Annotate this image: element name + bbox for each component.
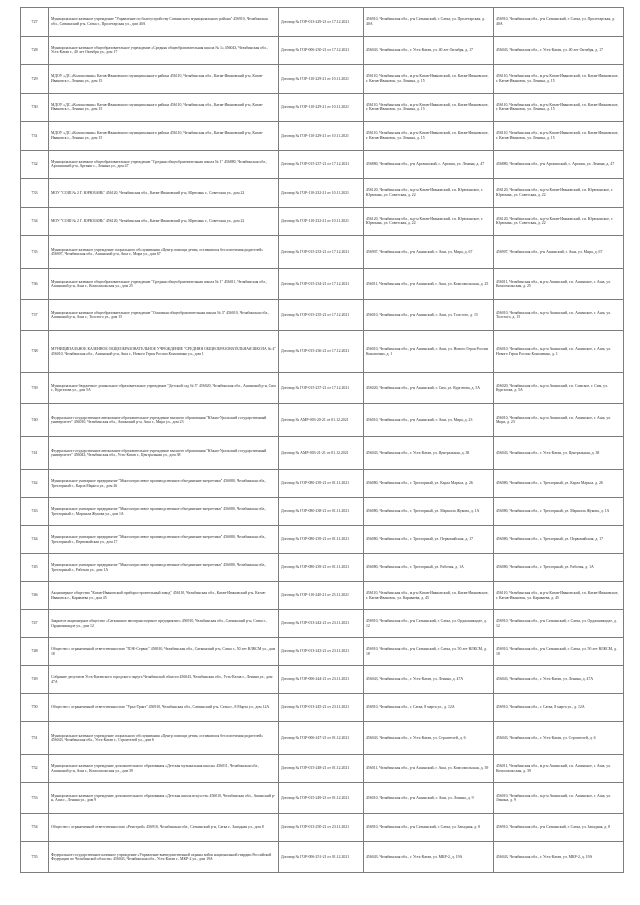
table-row [21, 300, 624, 331]
organization-name: Федеральное государственное автономное образовательное учреждение высшего образования "Южно-Уральский государственный университет" 456010, Челябинская обл., Ашинский р-н, Аша г., Мира ул., дом 23 [49, 404, 279, 437]
organization-name: Муниципальное казенное общеобразовательное учреждение "Средняя общеобразовательная школа № 1" 456880, Челябинская обл., Аргаяшский р-н, Аргаяш с., Ленина ул., дом 47 [49, 150, 279, 179]
table-row [21, 498, 624, 526]
organization-name: МОУ "СОШ № 2 Г. ЮРЮЗАНЬ" 456120, Челябинская обл., Катав-Ивановский р-н, Юрюзань г., Советская ул., дом 22 [49, 179, 279, 208]
row-number: 738 [21, 331, 49, 373]
address-legal: 456010, Челябинская обл., м.р-н Ашинский, г.п. Ашинское, г. Аша, ул. Толстого, д. 15 [494, 300, 624, 331]
address-actual: 456910, Челябинская обл., р-н Саткинский, г. Сатка, ул. Пролетарская, д. 40А [364, 8, 494, 37]
address-legal: 456010, Челябинская обл., м.р-н Ашинский, г.п. Ашинское, г. Аша, ул. Ленина, д. 9 [494, 783, 624, 814]
contract-number: Договор № ГОР-015-236-21 от 17.12.2021 [279, 331, 364, 373]
contract-number: Договор № ГОР-015-234-21 от 17.12.2021 [279, 269, 364, 300]
table-row [21, 93, 624, 122]
address-legal: 456880, Челябинская обл., р-н Аргаяшский, с. Аргаяш, ул. Ленина, д. 47 [494, 150, 624, 179]
table-row [21, 470, 624, 498]
contract-number: Договор № ГОР-013-243-21 от 23.11.2021 [279, 638, 364, 666]
address-actual: 456910, Челябинская обл., р-н Саткинский, г. Сатка, ул. 50 лет ВЛКСМ, д. 18 [364, 638, 494, 666]
address-actual: 456110, Челябинская обл., м.р-н Катав-Ивановский, г.п. Катав-Ивановское, г. Катав-Ивановск, ул. Караваева, д. 45 [364, 582, 494, 610]
organization-name: Муниципальное казенное учреждение дополнительного образования «Детская музыкальная школа» 456011, Челябинская обл., Ашинский р-н, Аша г., Комсомольская ул., дом 39 [49, 755, 279, 783]
table-row [21, 150, 624, 179]
address-legal: 456010, Челябинская обл., м.р-н Ашинский, г.п. Ашинское, г. Аша, ул. Нового Героя России Коношенко, д. 1 [494, 331, 624, 373]
address-actual: 456120, Челябинская обл., м.р-н Катав-Ивановский, г.п. Юрюзанское, г. Юрюзань, ул. Советская, д. 22 [364, 179, 494, 208]
table-row [21, 666, 624, 694]
registry-table [20, 7, 624, 873]
organization-name: Общество с ограниченной ответственностью «Ремстрой» 456910, Челябинская обл., Саткинский р-н, Сатка г., Западная ул., дом 8 [49, 814, 279, 842]
contract-number: Договор № ГОР-006-251-21 от 01.12.2021 [279, 842, 364, 873]
row-number: 730 [21, 93, 49, 122]
organization-name: Муниципальное унитарное предприятие "Многоотраслевое производственное объединение энергетики" 456080, Челябинская обл., Трехгорный г., Первомайская ул., дом 17 [49, 526, 279, 554]
address-legal: 456910, Челябинская обл., р-н Саткинский, г. Сатка, ул. Западная, д. 8 [494, 814, 624, 842]
row-number: 729 [21, 65, 49, 94]
address-legal: 456910, Челябинская обл., р-н Саткинский, г. Сатка, ул. 50 лет ВЛКСМ, д. 18 [494, 638, 624, 666]
organization-name: МДОУ «ДС «Колокольчик» Катав-Ивановского муниципального района 456110, Челябинская обл., Катав-Ивановский р-н, Катав-Ивановск г., Ленина ул., дом 15 [49, 122, 279, 151]
address-legal: 456043, Челябинская обл., г. Усть-Катав, ул. Ленина, д. 47А [494, 666, 624, 694]
address-legal: 456080, Челябинская обл., г. Трехгорный, ул. Рабочая, д. 1А [494, 554, 624, 582]
contract-number: Договор № ГОР-110-232-21 от 10.11.2021 [279, 207, 364, 236]
organization-name: Муниципальное унитарное предприятие "Многоотраслевое производственное объединение энергетики" 456080, Челябинская обл., Трехгорный г., Маршала Жукова ул., дом 1А [49, 498, 279, 526]
address-legal: 456080, Челябинская обл., г. Трехгорный, ул. Первомайская, д. 17 [494, 526, 624, 554]
address-actual: 456910, Челябинская обл., р-н Саткинский, г. Сатка, ул. Западная, д. 8 [364, 814, 494, 842]
address-actual: 456880, Челябинская обл., р-н Аргаяшский, с. Аргаяш, ул. Ленина, д. 47 [364, 150, 494, 179]
table-row [21, 582, 624, 610]
address-actual: 456120, Челябинская обл., м.р-н Катав-Ивановский, г.п. Юрюзанское, г. Юрюзань, ул. Советская, д. 22 [364, 207, 494, 236]
address-actual: 456043, Челябинская обл., г. Усть-Катав, ул. Ленина, д. 47А [364, 666, 494, 694]
table-row [21, 404, 624, 437]
address-actual: 456043, Челябинская обл., г. Усть-Катав, ул. МКР-2, д. 19А [364, 842, 494, 873]
address-actual: 456907, Челябинская обл., р-н Ашинский, г. Аша, ул. Мира, д. 67 [364, 236, 494, 269]
contract-number: Договор № ГОР-006-244-21 от 23.11.2021 [279, 666, 364, 694]
address-legal: 456011, Челябинская обл., м.р-н Ашинский, г.п. Ашинское, г. Аша, ул. Комсомольская, д. 25 [494, 269, 624, 300]
address-actual: 456110, Челябинская обл., м.р-н Катав-Ивановский, г.п. Катав-Ивановское, г. Катав-Ивановск, ул. Ленина, д. 15 [364, 93, 494, 122]
address-legal: 456907, Челябинская обл., р-н Ашинский, г. Аша, ул. Мира, д. 67 [494, 236, 624, 269]
row-number: 735 [21, 236, 49, 269]
address-actual: 456010, Челябинская обл., р-н Ашинский, г. Аша, ул. Мира, д. 23 [364, 404, 494, 437]
registry-table-body [21, 8, 624, 873]
contract-number: Договор № ГОР-110-240-21 от 23.11.2021 [279, 582, 364, 610]
address-actual: 456011, Челябинская обл., р-н Ашинский, г. Аша, ул. Комсомольская, д. 25 [364, 269, 494, 300]
table-row [21, 814, 624, 842]
address-legal: 456910, Челябинская обл., р-н Саткинский, г. Сатка, ул. Орджоникидзе, д. 12 [494, 610, 624, 638]
organization-name: Муниципальное казенное учреждение социального обслуживания «Центр помощи детям, оставшимся без попечения родителей» 456043, Челябинская обл., Усть-Катав г., Строителей ул., дом 6 [49, 722, 279, 755]
table-row [21, 783, 624, 814]
table-row [21, 331, 624, 373]
table-row [21, 722, 624, 755]
row-number: 752 [21, 755, 49, 783]
contract-number: Договор № АМР-003-20-21 от 01.12.2021 [279, 404, 364, 437]
address-legal: 456080, Челябинская обл., г. Трехгорный, ул. Карла Маркса, д. 26 [494, 470, 624, 498]
organization-name: Муниципальное казенное учреждение социального обслуживания «Центр помощи детям, оставшимся без попечения родителей» 456907, Челябинская обл., Ашинский р-н, Аша г., Мира ул., дом 67 [49, 236, 279, 269]
row-number: 744 [21, 526, 49, 554]
table-row [21, 8, 624, 37]
table-row [21, 755, 624, 783]
organization-name: Муниципальное казенное общеобразовательное учреждение «Средняя общеобразовательная школа № 1» 456043, Челябинская обл., Усть-Катав г., 40 лет Октября ул., дом 17 [49, 36, 279, 65]
row-number: 736 [21, 269, 49, 300]
table-row [21, 207, 624, 236]
address-actual: 456110, Челябинская обл., м.р-н Катав-Ивановский, г.п. Катав-Ивановское, г. Катав-Ивановск, ул. Ленина, д. 15 [364, 122, 494, 151]
contract-number: Договор № ГОР-006-247-21 от 01.12.2021 [279, 722, 364, 755]
address-legal: 456043, Челябинская обл., г. Усть-Катав, ул. 40 лет Октября, д. 17 [494, 36, 624, 65]
contract-number: Договор № ГОР-013-250-21 от 23.11.2021 [279, 814, 364, 842]
address-legal: 456043, Челябинская обл., г. Усть-Катав, ул. МКР-2, д. 19А [494, 842, 624, 873]
address-actual: 456011, Челябинская обл., р-н Ашинский, г. Аша, ул. Комсомольская, д. 39 [364, 755, 494, 783]
address-legal: 456011, Челябинская обл., м.р-н Ашинский, г.п. Ашинское, г. Аша, ул. Комсомольская, д. 39 [494, 755, 624, 783]
address-legal: 456110, Челябинская обл., м.р-н Катав-Ивановский, г.п. Катав-Ивановское, г. Катав-Ивановск, ул. Ленина, д. 15 [494, 93, 624, 122]
contract-number: Договор № ГОР-110-232-21 от 10.11.2021 [279, 179, 364, 208]
row-number: 749 [21, 666, 49, 694]
address-actual: 456010, Челябинская обл., р-н Ашинский, г. Аша, ул. Ленина, д. 9 [364, 783, 494, 814]
address-actual: 456910, Челябинская обл., г. Сатка, 8 марта ул., д. 12А [364, 694, 494, 722]
table-row [21, 554, 624, 582]
address-actual: 456080, Челябинская обл., г. Трехгорный, ул. Маршала Жукова, д. 1А [364, 498, 494, 526]
address-actual: 456020, Челябинская обл., р-н Ашинский, г. Сим, ул. Кургатова, д. 5А [364, 373, 494, 404]
row-number: 748 [21, 638, 49, 666]
contract-number: Договор № ГОР-015-237-21 от 17.12.2021 [279, 373, 364, 404]
table-row [21, 236, 624, 269]
organization-name: МОУ "СОШ № 2 Г. ЮРЮЗАНЬ" 456120, Челябинская обл., Катав-Ивановский р-н, Юрюзань г., Советская ул., дом 22 [49, 207, 279, 236]
row-number: 733 [21, 179, 49, 208]
organization-name: Общество с ограниченной ответственностью "ПЭЕ-Сервис" 456910, Челябинская обл., Саткинский р-н, Сатка г., 50 лет ВЛКСМ ул., дом 18 [49, 638, 279, 666]
organization-name: Федеральное государственное автономное образовательное учреждение высшего образования "Южно-Уральский государственный университет" 456043, Челябинская обл., Усть-Катав г., Центральная ул., дом 38 [49, 437, 279, 470]
row-number: 740 [21, 404, 49, 437]
row-number: 742 [21, 470, 49, 498]
table-row [21, 437, 624, 470]
document-page [20, 7, 623, 873]
table-row [21, 269, 624, 300]
table-row [21, 373, 624, 404]
address-legal: 456110, Челябинская обл., м.р-н Катав-Ивановский, г.п. Катав-Ивановское, г. Катав-Ивановск, ул. Ленина, д. 15 [494, 122, 624, 151]
organization-name: МДОУ «ДС «Колокольчик» Катав-Ивановского муниципального района 456110, Челябинская обл., Катав-Ивановский р-н, Катав-Ивановск г., Ленина ул., дом 15 [49, 65, 279, 94]
contract-number: Договор № ГОР-080-239-21 от 01.11.2021 [279, 470, 364, 498]
organization-name: Федеральное государственное казенное учреждение «Управление вневедомственной охраны войск национальной гвардии Российской Федерации по Челябинской области» 456043, Челябинская обл., Усть-Катав г., МКР-2 ул., дом 19А [49, 842, 279, 873]
row-number: 751 [21, 722, 49, 755]
table-row [21, 179, 624, 208]
organization-name: Муниципальное казенное общеобразовательное учреждение "Средняя общеобразовательная школа № 1" 456011, Челябинская обл., Ашинский р-н, Аша г., Комсомольская ул., дом 25 [49, 269, 279, 300]
row-number: 747 [21, 610, 49, 638]
row-number: 746 [21, 582, 49, 610]
address-actual: 456110, Челябинская обл., м.р-н Катав-Ивановский, г.п. Катав-Ивановское, г. Катав-Ивановск, ул. Ленина, д. 15 [364, 65, 494, 94]
address-legal: 456043, Челябинская обл., г. Усть-Катав, ул. Строителей, д. 6 [494, 722, 624, 755]
table-row [21, 65, 624, 94]
address-legal: 456043, Челябинская обл., г. Усть-Катав, ул. Центральная, д. 38 [494, 437, 624, 470]
contract-number: Договор № ГОР-006-230-21 от 17.12.2021 [279, 36, 364, 65]
organization-name: МДОУ «ДС «Колокольчик» Катав-Ивановского муниципального района 456110, Челябинская обл., Катав-Ивановский р-н, Катав-Ивановск г., Ленина ул., дом 15 [49, 93, 279, 122]
contract-number: Договор № ГОР-013-229-21 от 17.12.2021 [279, 8, 364, 37]
table-row [21, 122, 624, 151]
row-number: 737 [21, 300, 49, 331]
contract-number: Договор № ГОР-013-242-21 от 23.11.2021 [279, 610, 364, 638]
address-legal: 456080, Челябинская обл., г. Трехгорный, ул. Маршала Жукова, д. 1А [494, 498, 624, 526]
address-legal: 456910, Челябинская обл., р-н Саткинский, г. Сатка, ул. Пролетарская, д. 40А [494, 8, 624, 37]
table-row [21, 842, 624, 873]
contract-number: Договор № АМР-003-21-21 от 01.12.2021 [279, 437, 364, 470]
organization-name: МУНИЦИПАЛЬНОЕ КАЗЕННОЕ ОБЩЕОБРАЗОВАТЕЛЬНОЕ УЧРЕЖДЕНИЕ "СРЕДНЯЯ ОБЩЕОБРАЗОВАТЕЛЬНАЯ ШКОЛА № 4" 456010, Челябинская обл., Ашинский р-н, Аша г., Нового Героя России Коношенко ул., дом 1 [49, 331, 279, 373]
table-row [21, 36, 624, 65]
organization-name: Общество с ограниченной ответственностью "Урал-Тракт" 456910, Челябинская обл., Саткинский р-н, Сатка г., 8 Марта ул., дом 12А [49, 694, 279, 722]
organization-name: Муниципальное бюджетное дошкольное образовательное учреждение "Детский сад № 5" 456020, Челябинская обл., Ашинский р-н, Сим г., Кургатова ул., дом 5А [49, 373, 279, 404]
table-row [21, 638, 624, 666]
address-actual: 456080, Челябинская обл., г. Трехгорный, ул. Карла Маркса, д. 26 [364, 470, 494, 498]
address-actual: 456910, Челябинская обл., р-н Саткинский, г. Сатка, ул. Орджоникидзе, д. 12 [364, 610, 494, 638]
row-number: 739 [21, 373, 49, 404]
address-actual: 456043, Челябинская обл., г. Усть-Катав, ул. 40 лет Октября, д. 17 [364, 36, 494, 65]
address-actual: 456080, Челябинская обл., г. Трехгорный, ул. Первомайская, д. 17 [364, 526, 494, 554]
table-row [21, 610, 624, 638]
address-legal: 456010, Челябинская обл., м.р-н Ашинский, г.п. Ашинское, г. Аша, ул. Мира, д. 23 [494, 404, 624, 437]
organization-name: Муниципальное казенное общеобразовательное учреждение "Основная общеобразовательная школа № 3" 456010, Челябинская обл., Ашинский р-н, Аша г., Толстого ул., дом 15 [49, 300, 279, 331]
row-number: 728 [21, 36, 49, 65]
row-number: 745 [21, 554, 49, 582]
organization-name: Муниципальное казенное учреждение дополнительного образования «Детская школа искусств» 456010, Челябинская обл., Ашинский р-н, Аша г., Ленина ул., дом 9 [49, 783, 279, 814]
organization-name: Муниципальное казенное учреждение "Управление по благоустройству Саткинского муниципального района" 456910, Челябинская обл., Саткинский р-н, Сатка г., Пролетарская ул., дом 40А [49, 8, 279, 37]
row-number: 754 [21, 814, 49, 842]
contract-number: Договор № ГОР-015-248-21 от 01.12.2021 [279, 755, 364, 783]
row-number: 734 [21, 207, 49, 236]
contract-number: Договор № ГОР-015-233-21 от 17.12.2021 [279, 236, 364, 269]
row-number: 731 [21, 122, 49, 151]
contract-number: Договор № ГОР-015-237-21 от 17.12.2021 [279, 150, 364, 179]
address-actual: 456010, Челябинская обл., р-н Ашинский, г. Аша, ул. Нового Героя России Коношенко, д. 1 [364, 331, 494, 373]
contract-number: Договор № ГОР-110-229-21 от 10.11.2021 [279, 93, 364, 122]
organization-name: Муниципальное унитарное предприятие "Многоотраслевое производственное объединение энергетики" 456080, Челябинская обл., Трехгорный г., Карла Маркса ул., дом 26 [49, 470, 279, 498]
contract-number: Договор № ГОР-110-229-21 от 10.11.2021 [279, 122, 364, 151]
address-legal: 456120, Челябинская обл., м.р-н Катав-Ивановский, г.п. Юрюзанское, г. Юрюзань, ул. Советская, д. 22 [494, 179, 624, 208]
row-number: 743 [21, 498, 49, 526]
contract-number: Договор № ГОР-080-238-21 от 01.11.2021 [279, 498, 364, 526]
row-number: 732 [21, 150, 49, 179]
contract-number: Договор № ГОР-015-249-21 от 01.12.2021 [279, 783, 364, 814]
address-legal: 456110, Челябинская обл., м.р-н Катав-Ивановский, г.п. Катав-Ивановское, г. Катав-Ивановск, ул. Караваева, д. 45 [494, 582, 624, 610]
table-row [21, 694, 624, 722]
address-legal: 456910, Челябинская обл., г. Сатка, 8 марта ул., д. 12А [494, 694, 624, 722]
row-number: 750 [21, 694, 49, 722]
address-legal: 456110, Челябинская обл., м.р-н Катав-Ивановский, г.п. Катав-Ивановское, г. Катав-Ивановск, ул. Ленина, д. 15 [494, 65, 624, 94]
contract-number: Договор № ГОР-080-239-21 от 01.11.2021 [279, 526, 364, 554]
address-actual: 456010, Челябинская обл., р-н Ашинский, г. Аша, ул. Толстого, д. 15 [364, 300, 494, 331]
organization-name: Закрытое акционерное общество «Саткинское автотранспортное предприятие» 456910, Челябинская обл., Саткинский р-н, Сатка г., Орджоникидзе ул., дом 12 [49, 610, 279, 638]
address-legal: 456020, Челябинская обл., м.р-н Ашинский, г.п. Симское, г. Сим, ул. Кургатова, д. 5А [494, 373, 624, 404]
organization-name: Муниципальное унитарное предприятие "Многоотраслевое производственное объединение энергетики" 456080, Челябинская обл., Трехгорный г., Рабочая ул., дом 1А [49, 554, 279, 582]
row-number: 741 [21, 437, 49, 470]
row-number: 755 [21, 842, 49, 873]
row-number: 753 [21, 783, 49, 814]
organization-name: Акционерное общество "Катав-Ивановский приборостроительный завод" 456110, Челябинская обл., Катав-Ивановский р-н, Катав-Ивановск г., Караваева ул., дом 45 [49, 582, 279, 610]
contract-number: Договор № ГОР-080-239-21 от 01.11.2021 [279, 554, 364, 582]
row-number: 727 [21, 8, 49, 37]
table-row [21, 526, 624, 554]
address-legal: 456120, Челябинская обл., м.р-н Катав-Ивановский, г.п. Юрюзанское, г. Юрюзань, ул. Советская, д. 22 [494, 207, 624, 236]
contract-number: Договор № ГОР-015-235-21 от 17.12.2021 [279, 300, 364, 331]
address-actual: 456080, Челябинская обл., г. Трехгорный, ул. Рабочая, д. 1А [364, 554, 494, 582]
contract-number: Договор № ГОР-013-245-21 от 23.11.2021 [279, 694, 364, 722]
address-actual: 456043, Челябинская обл., г. Усть-Катав, ул. Центральная, д. 38 [364, 437, 494, 470]
contract-number: Договор № ГОР-110-229-21 от 10.11.2021 [279, 65, 364, 94]
address-actual: 456043, Челябинская обл., г. Усть-Катав, ул. Строителей, д. 6 [364, 722, 494, 755]
organization-name: Собрание депутатов Усть-Катавского городского округа Челябинской области 456043, Челябинская обл., Усть-Катав г., Ленина ул., дом 47А [49, 666, 279, 694]
